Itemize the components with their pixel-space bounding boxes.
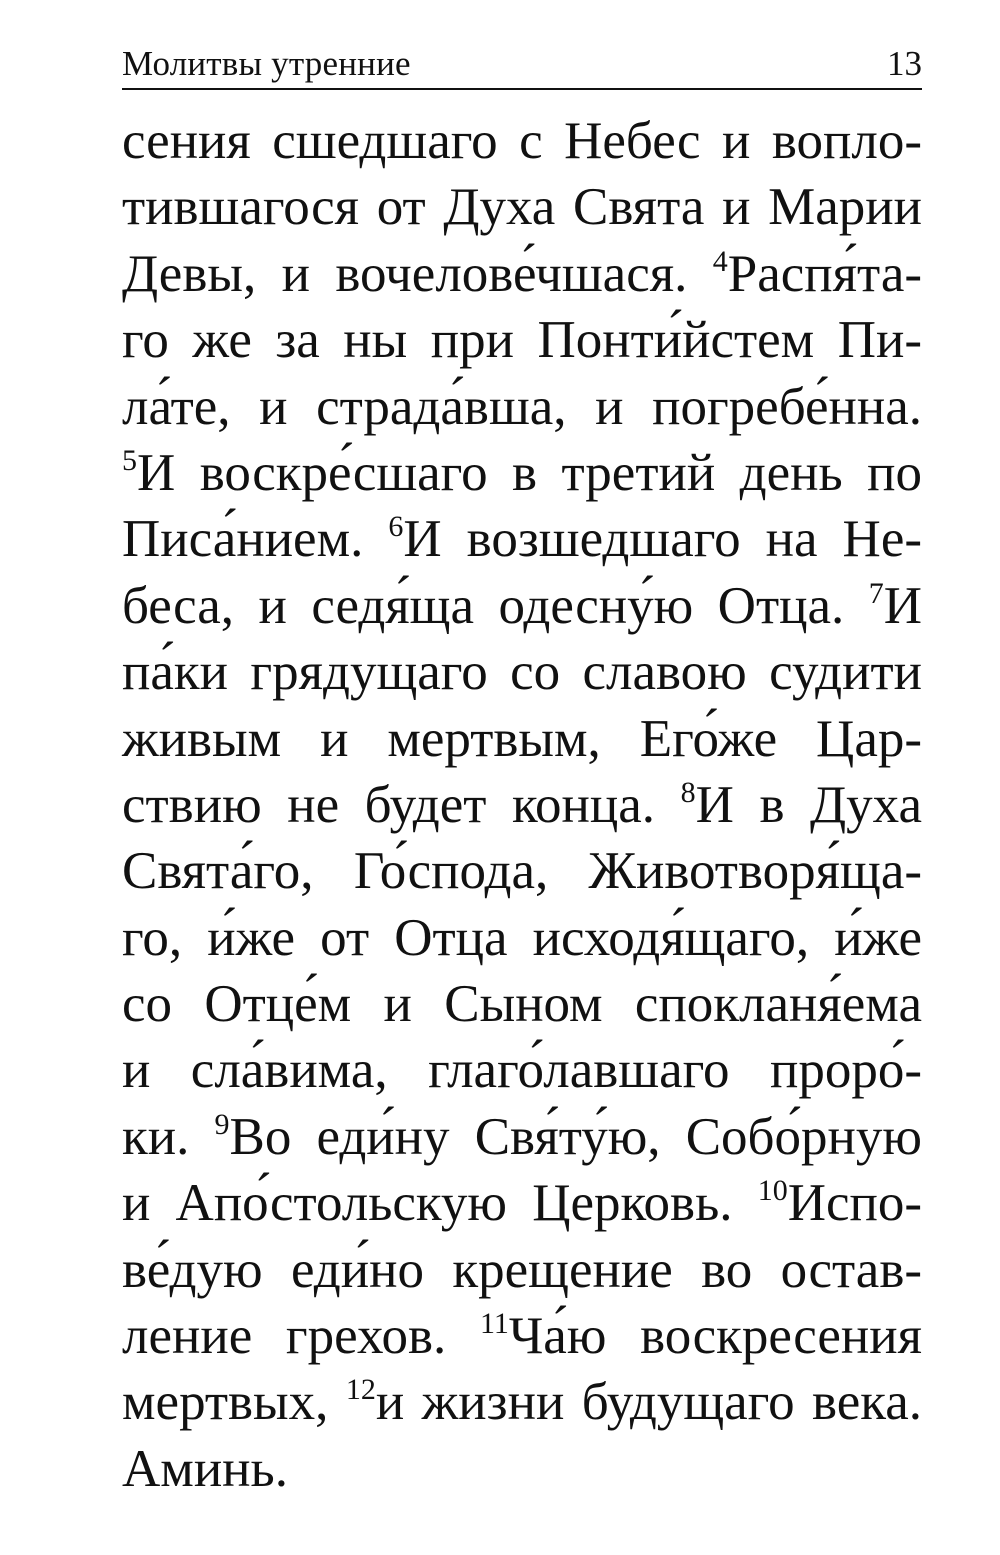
running-head-title: Молитвы утренние [122,44,411,83]
text-segment: И возшедшаго на Не- [403,510,922,569]
text-line [122,108,922,174]
verse-number: 8 [680,775,696,809]
text-line [122,374,922,440]
text-segment: ление грехов. [122,1307,480,1366]
verse-number: 9 [214,1107,230,1141]
text-segment: ла́те, и страда́вша, и погребе́нна. [122,377,922,436]
prayer-text [122,108,922,1502]
text-segment: Писа́нием. [122,510,389,569]
text-segment: Свята́го, Го́спода, Животворя́ща- [122,842,922,901]
verse-number: 4 [712,244,728,278]
text-line [122,307,922,373]
text-line [122,706,922,772]
text-line [122,639,922,705]
text-segment: Аминь. [122,1439,288,1498]
text-segment: ве́дую еди́но крещение во остав- [122,1240,922,1299]
text-line [122,440,922,506]
text-line [122,905,922,971]
text-segment: го же за ны при Понти́йстем Пи- [122,311,922,370]
text-segment: сения сшедшаго с Небес и вопло- [122,112,922,170]
text-segment: ствию не будет конца. [122,775,681,834]
text-segment: па́ки грядущаго со славою судити [122,643,922,702]
text-segment: го, и́же от Отца исходя́щаго, и́же [122,908,922,967]
text-segment: ки. [122,1107,215,1166]
text-line [122,1237,922,1303]
text-segment: Девы, и вочелове́чшася. [122,244,713,303]
text-line [122,1369,922,1435]
text-line [122,1170,922,1236]
text-segment: Распя́та- [727,244,922,303]
verse-number: 7 [868,576,884,610]
verse-number: 6 [388,510,404,544]
verse-number: 10 [757,1174,788,1208]
text-segment: Ча́ю воскресения [508,1307,923,1366]
text-segment: и Апо́стольскую Церковь. [122,1174,758,1233]
verse-number: 11 [479,1307,509,1341]
text-line [122,1303,922,1369]
text-line [122,1104,922,1170]
text-line [122,174,922,240]
text-segment: И [883,576,922,635]
verse-number: 5 [122,443,137,477]
text-segment: со Отце́м и Сыном спокланя́ема [122,975,922,1034]
running-head [122,40,922,90]
text-segment: и сла́вима, глаго́лавшаго проро́- [122,1041,922,1100]
text-segment: Во еди́ну Свя́ту́ю, Собо́рную [229,1107,922,1166]
text-line [122,772,922,838]
page-number: 13 [887,44,922,83]
text-line [122,573,922,639]
text-line [122,1037,922,1103]
text-line [122,506,922,572]
text-line [122,838,922,904]
text-segment: беса, и седя́ща одесну́ю Отца. [122,576,869,635]
text-line [122,1436,922,1502]
text-line [122,241,922,307]
verse-number: 12 [345,1373,376,1407]
text-segment: мертвых, [122,1373,346,1432]
text-segment: И в Духа [695,775,923,834]
text-segment: тившагося от Духа Свята и Марии [122,178,922,237]
text-segment: И воскре́сшаго в третий день по [137,443,922,502]
text-segment: живым и мертвым, Его́же Цар- [122,709,922,768]
text-line [122,971,922,1037]
text-segment: и жизни будущаго века. [375,1373,922,1432]
text-segment: Испо- [787,1174,922,1233]
